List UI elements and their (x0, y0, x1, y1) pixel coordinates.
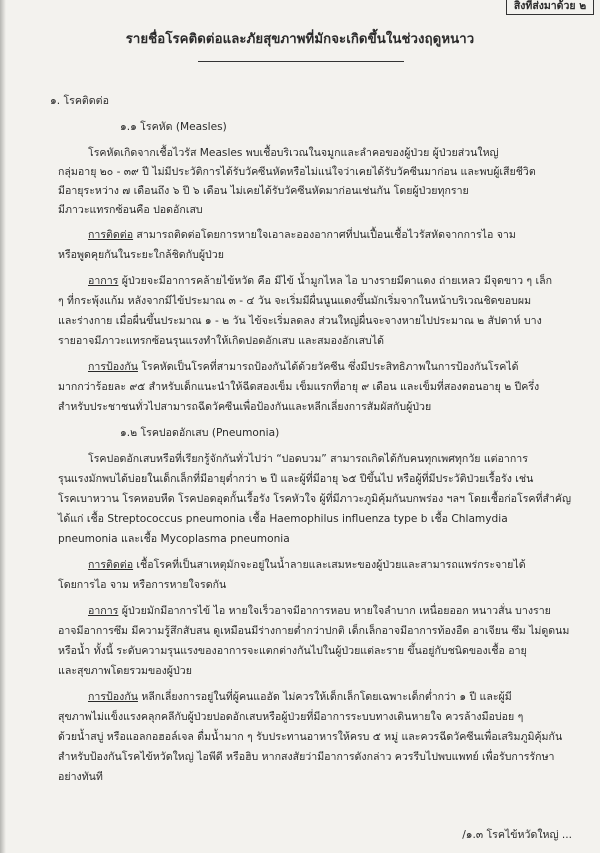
paragraph-line: สำหรับป้องกันโรคไข้หวัดใหญ่ ไอพีดี หรือฮิบ หากสงสัยว่ามีอาการดังกล่าว ควรรีบไปพบแพทย์ เพื่อรับการรักษา (58, 751, 555, 763)
subsection-heading-pneumonia: ๑.๒ โรคปอดอักเสบ (Pneumonia) (120, 427, 280, 439)
paragraph-line: และสุขภาพโดยรวมของผู้ป่วย (58, 665, 192, 677)
paragraph-line: ด้วยน้ำสบู่ หรือแอลกอฮอล์เจล ดื่มน้ำมาก ๆ รับประทานอาหารให้ครบ ๕ หมู่ และควรฉีดวัคซีนเพื่อเสริมภูมิคุ้มกัน (58, 731, 563, 743)
paragraph-line: โรคหัดเกิดจากเชื้อไวรัส Measles พบเชื้อบริเวณในจมูกและลำคอของผู้ป่วย ผู้ป่วยส่วนใหญ่ (88, 147, 499, 159)
continuation-footer: /๑.๓ โรคไข้หวัดใหญ่ ... (462, 829, 572, 841)
paragraph-line: pneumonia และเชื้อ Mycoplasma pneumonia (58, 533, 290, 545)
paragraph-line: อาการ ผู้ป่วยจะมีอาการคล้ายไข้หวัด คือ มีไข้ น้ำมูกไหล ไอ บางรายมีตาแดง ถ่ายเหลว มีจุดขาว ๆ เล็ก (88, 275, 553, 287)
paragraph-line: โดยการไอ จาม หรือการหายใจรดกัน (58, 579, 227, 591)
paragraph-line: รายอาจมีภาวะแทรกซ้อนรุนแรงทำให้เกิดปอดอักเสบ และสมองอักเสบได้ (58, 335, 384, 347)
transmission-label: การติดต่อ (88, 229, 134, 241)
paragraph-line: อาจมีอาการซึม มีความรู้สึกสับสน ดูเหมือนมีร่างกายต่ำกว่าปกติ เด็กเล็กอาจมีอาการท้องอืด อาเจียน ซึม ไม่ดูดนม (58, 625, 570, 637)
attachment-label: สิ่งที่ส่งมาด้วย ๒ (506, 0, 594, 15)
transmission-label: การติดต่อ (88, 559, 134, 571)
paragraph-line: การติดต่อ เชื้อโรคที่เป็นสาเหตุมักจะอยู่ในน้ำลายและเสมหะของผู้ป่วยและสามารถแพร่กระจายได้ (88, 559, 526, 571)
paragraph-line: การป้องกัน หลีกเลี่ยงการอยู่ในที่ผู้คนแออัด ไม่ควรให้เด็กเล็กโดยเฉพาะเด็กต่ำกว่า ๑ ปี และผู้มี (88, 691, 512, 703)
paragraph-line: หรือน้ำ ทั้งนี้ ระดับความรุนแรงของอาการจะแตกต่างกันไปในผู้ป่วยแต่ละราย ขึ้นอยู่กับชนิดของเชื้อ อายุ (58, 645, 527, 657)
paragraph-line: กลุ่มอายุ ๒๐ - ๓๙ ปี ไม่มีประวัติการได้รับวัคซีนหัดหรือไม่แน่ใจว่าเคยได้รับวัคซีนมาก่อน และพบผู้เสียชีวิต (58, 166, 536, 178)
prevention-label: การป้องกัน (88, 691, 138, 703)
paragraph-line: หรือพูดคุยกันในระยะใกล้ชิดกับผู้ป่วย (58, 249, 224, 261)
paragraph-line: โรคเบาหวาน โรคหอบหืด โรคปอดอุดกั้นเรื้อรัง โรคหัวใจ ผู้ที่มีภาวะภูมิคุ้มกันบกพร่อง ฯลฯ โดยเชื้อก่อโรคที่สำคัญ (58, 493, 572, 505)
paragraph-line: มากกว่าร้อยละ ๙๕ สำหรับเด็กแนะนำให้ฉีดสองเข็ม เข็มแรกที่อายุ ๙ เดือน และเข็มที่สองตอนอายุ ๒ ปีครึ่ง (58, 381, 540, 393)
title-underline (198, 61, 404, 62)
paragraph-line: สำหรับประชาชนทั่วไปสามารถฉีดวัคซีนเพื่อป้องกันและหลีกเลี่ยงการสัมผัสกับผู้ป่วย (58, 401, 432, 413)
symptoms-label: อาการ (88, 275, 119, 287)
paragraph-line: อาการ ผู้ป่วยมักมีอาการไข้ ไอ หายใจเร็วอาจมีอาการหอบ หายใจลำบาก เหนื่อยออก หนาวสั่น บางราย (88, 605, 551, 617)
document-title: รายชื่อโรคติดต่อและภัยสุขภาพที่มักจะเกิดขึ้นในช่วงฤดูหนาว (125, 32, 475, 47)
paragraph-line: มีภาวะแทรกซ้อนคือ ปอดอักเสบ (58, 204, 203, 216)
paragraph-line: การติดต่อ สามารถติดต่อโดยการหายใจเอาละอองอากาศที่ปนเปื้อนเชื้อไวรัสหัดจากการไอ จาม (88, 229, 516, 241)
paragraph-line: มีอายุระหว่าง ๗ เดือนถึง ๖ ปี ๖ เดือน ไม่เคยได้รับวัคซีนหัดมาก่อนเช่นกัน โดยผู้ป่วยทุกราย (58, 185, 469, 197)
paragraph-line: โรคปอดอักเสบหรือที่เรียกรู้จักกันทั่วไปว่า “ปอดบวม” สามารถเกิดได้กับคนทุกเพศทุกวัย แต่อาการ (88, 453, 528, 465)
prevention-label: การป้องกัน (88, 361, 138, 373)
paragraph-line: รุนแรงมักพบได้บ่อยในเด็กเล็กที่มีอายุต่ำกว่า ๒ ปี และผู้ที่มีอายุ ๖๕ ปีขึ้นไป หรือผู้ที่มีประวัติป่วยเรื้อรัง เช่น (58, 473, 534, 485)
paragraph-line: การป้องกัน โรคหัดเป็นโรคที่สามารถป้องกันได้ด้วยวัคซีน ซึ่งมีประสิทธิภาพในการป้องกันโรคได้ (88, 361, 519, 373)
section-heading: ๑. โรคติดต่อ (50, 95, 109, 107)
paragraph-line: ๆ ที่กระพุ้งแก้ม หลังจากมีไข้ประมาณ ๓ - ๔ วัน จะเริ่มมีผื่นนูนแดงขึ้นมักเริ่มจากในหน้าบริเวณชิดขอบผม (58, 295, 532, 307)
paragraph-line: ได้แก่ เชื้อ Streptococcus pneumonia เชื้อ Haemophilus influenza type b เชื้อ Chlamydia (58, 513, 508, 525)
page-edge-shadow (0, 0, 6, 853)
paragraph-line: สุขภาพไม่แข็งแรงคลุกคลีกับผู้ป่วยปอดอักเสบหรือผู้ป่วยที่มีอาการระบบทางเดินหายใจ ควรล้างมือบ่อย ๆ (58, 711, 524, 723)
paragraph-line: และร่างกาย เมื่อผื่นขึ้นประมาณ ๑ - ๒ วัน ไข้จะเริ่มลดลง ส่วนใหญ่ผื่นจะจางหายไปประมาณ ๒ สัปดาห์ บาง (58, 315, 542, 327)
subsection-heading-measles: ๑.๑ โรคหัด (Measles) (120, 121, 227, 133)
paragraph-line: อย่างทันที (58, 771, 103, 783)
symptoms-label: อาการ (88, 605, 119, 617)
